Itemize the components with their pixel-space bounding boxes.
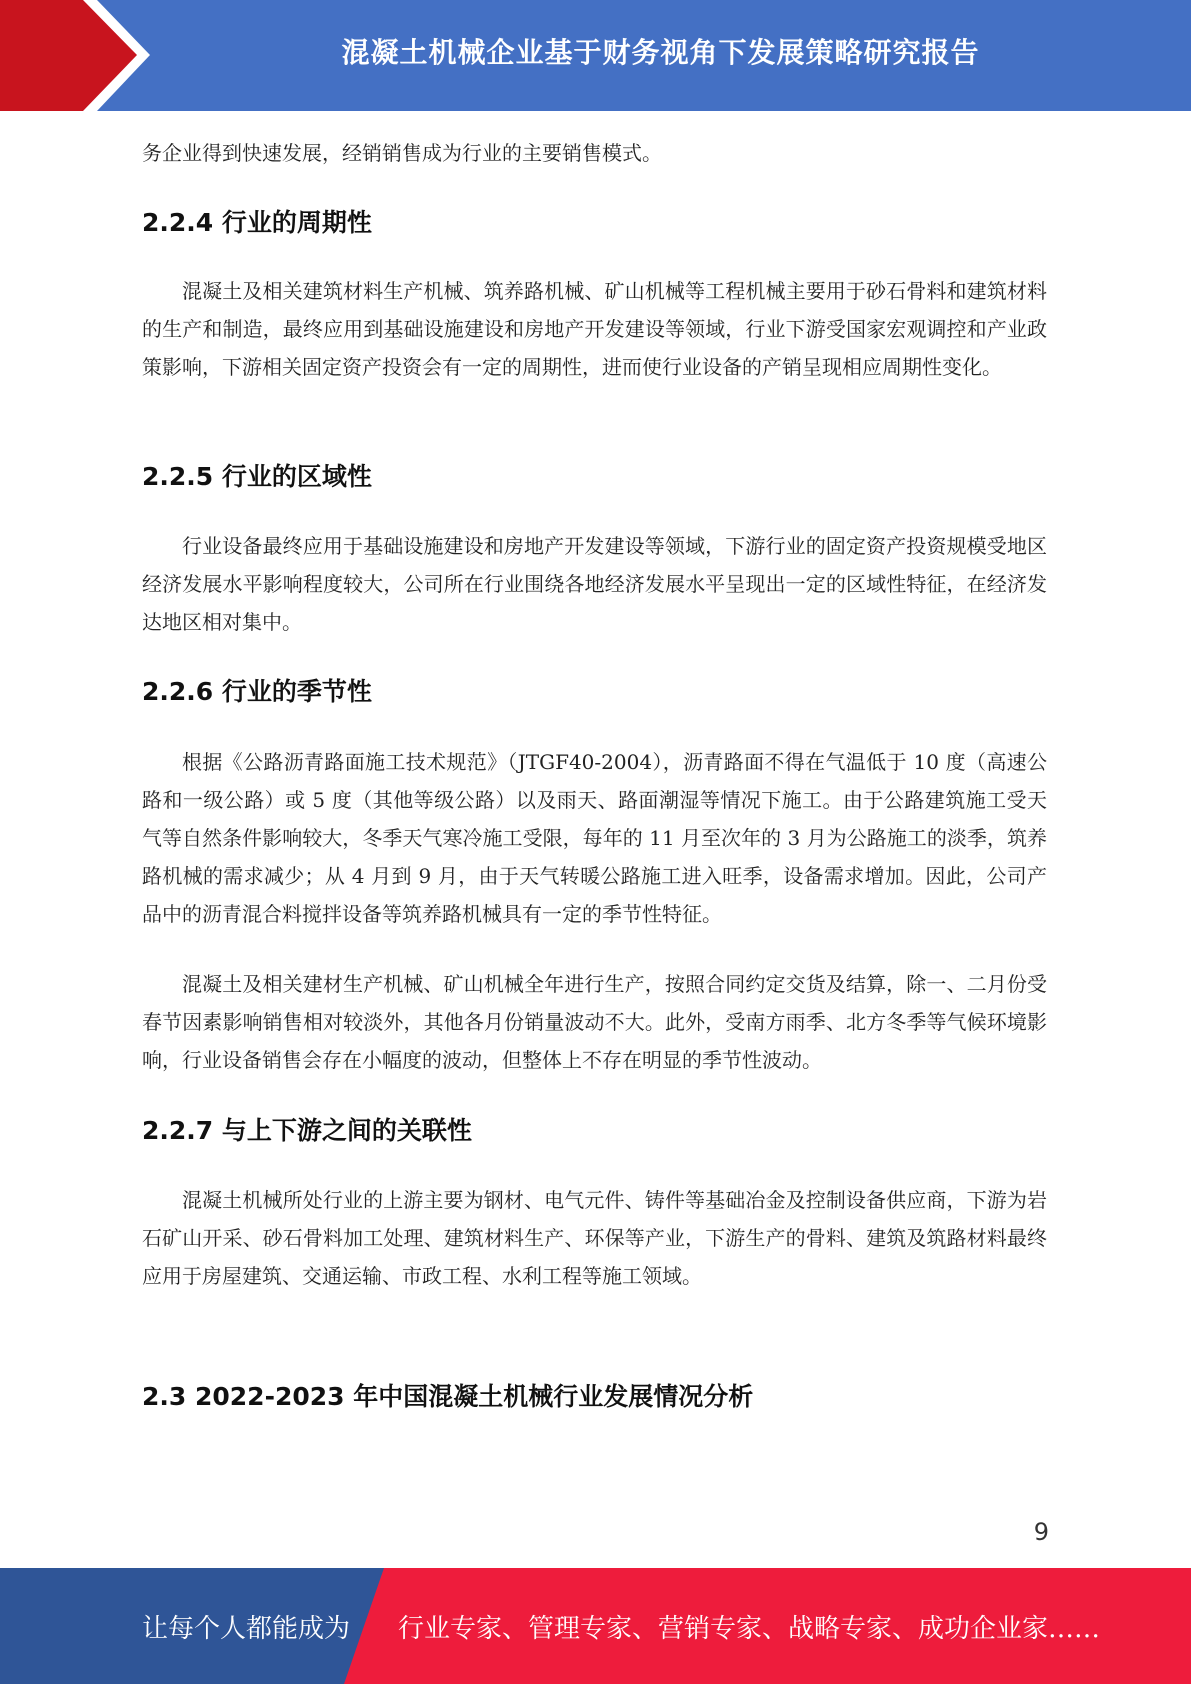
section-heading-2-2-6: 2.2.6 行业的季节性	[142, 677, 372, 706]
paragraph-2-2-6-a: 根据《公路沥青路面施工技术规范》（JTGF40-2004），沥青路面不得在气温低于 10 度（高速公路和一级公路）或 5 度（其他等级公路）以及雨天、路面潮湿等情况下施工。由于公路建筑施工受天气等自然条件影响较大，冬季天气寒冷施工受限，每年的 11 月至次年的 3 月为公路施工的淡季，筑养路机械的需求减少；从 4 月到 9 月，由于天气转暖公路施工进入旺季，设备需求增加。因此，公司产品中的沥青混合料搅拌设备等筑养路机械具有一定的季节性特征。	[142, 750, 1047, 926]
paragraph-2-2-6-b: 混凝土及相关建材生产机械、矿山机械全年进行生产，按照合同约定交货及结算，除一、二月份受春节因素影响销售相对较淡外，其他各月份销量波动不大。此外，受南方雨季、北方冬季等气候环境影响，行业设备销售会存在小幅度的波动，但整体上不存在明显的季节性波动。	[142, 972, 1047, 1072]
intro-paragraph: 务企业得到快速发展，经销销售成为行业的主要销售模式。	[142, 141, 662, 165]
paragraph-2-2-5: 行业设备最终应用于基础设施建设和房地产开发建设等领域，下游行业的固定资产投资规模受地区经济发展水平影响程度较大，公司所在行业围绕各地经济发展水平呈现出一定的区域性特征，在经济发达地区相对集中。	[142, 534, 1047, 634]
report-title: 混凝土机械企业基于财务视角下发展策略研究报告	[341, 35, 980, 69]
header-banner	[0, 0, 1191, 111]
section-heading-2-2-5: 2.2.5 行业的区域性	[142, 462, 372, 491]
footer-banner	[0, 1568, 1191, 1684]
section-heading-2-2-7: 2.2.7 与上下游之间的关联性	[142, 1116, 472, 1145]
footer-slogan-left: 让每个人都能成为	[142, 1613, 351, 1644]
section-heading-2-2-4: 2.2.4 行业的周期性	[142, 208, 372, 237]
paragraph-2-2-7: 混凝土机械所处行业的上游主要为钢材、电气元件、铸件等基础冶金及控制设备供应商，下游为岩石矿山开采、砂石骨料加工处理、建筑材料生产、环保等产业，下游生产的骨料、建筑及筑路材料最终应用于房屋建筑、交通运输、市政工程、水利工程等施工领域。	[142, 1188, 1047, 1288]
page-number: 9	[1033, 1518, 1049, 1546]
footer-slogan-right: 行业专家、管理专家、营销专家、战略专家、成功企业家……	[398, 1613, 1101, 1644]
section-heading-2-3: 2.3 2022-2023 年中国混凝土机械行业发展情况分析	[142, 1382, 754, 1411]
paragraph-2-2-4: 混凝土及相关建筑材料生产机械、筑养路机械、矿山机械等工程机械主要用于砂石骨料和建筑材料的生产和制造，最终应用到基础设施建设和房地产开发建设等领域，行业下游受国家宏观调控和产业政策影响，下游相关固定资产投资会有一定的周期性，进而使行业设备的产销呈现相应周期性变化。	[142, 279, 1047, 379]
